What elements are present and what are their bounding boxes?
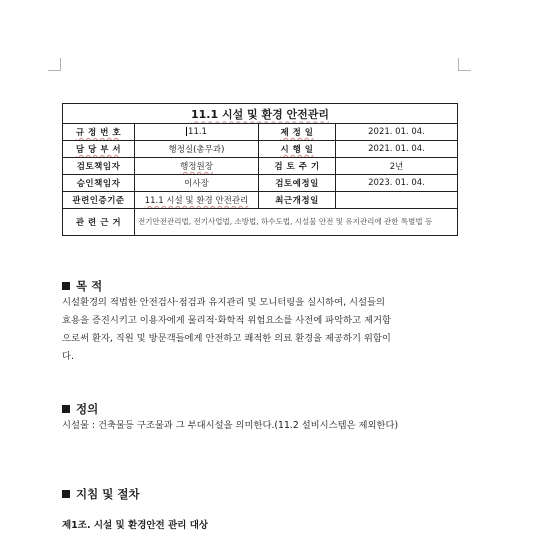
certification-standard-label: 관련인증기준 [63, 192, 135, 209]
next-review-value[interactable]: 2023. 01. 04. [336, 175, 458, 192]
table-title-row [63, 104, 458, 124]
text-cursor [186, 127, 187, 136]
legal-basis-value[interactable]: 전기안전관리법, 전기사업법, 소방법, 하수도법, 시설물 안전 및 유지관리에 관한 특별법 등 [135, 209, 458, 236]
table-row [63, 141, 458, 158]
next-review-label: 검토예정일 [259, 175, 336, 192]
table-row [63, 192, 458, 209]
regulation-info-table [62, 103, 458, 236]
square-bullet-icon [62, 490, 70, 498]
approver-value[interactable]: 이사장 [135, 175, 259, 192]
effective-date-label: 시 행 일 [259, 141, 336, 158]
regulation-number-label: 규 정 번 호 [63, 124, 135, 141]
last-revised-label: 최근개정일 [259, 192, 336, 209]
review-cycle-value[interactable]: 2년 [336, 158, 458, 175]
document-title[interactable]: 11.1 시설 및 환경 안전관리 [63, 104, 458, 124]
purpose-heading: 목 적 [62, 278, 102, 294]
effective-date-value[interactable]: 2021. 01. 04. [336, 141, 458, 158]
legal-basis-label: 관 련 근 거 [63, 209, 135, 236]
article-1-title[interactable]: 제1조. 시설 및 환경안전 관리 대상 [62, 520, 209, 531]
definition-heading: 정의 [62, 401, 98, 417]
regulation-number-value[interactable]: 11.1 [135, 124, 259, 141]
department-label: 담 당 부 서 [63, 141, 135, 158]
purpose-paragraph[interactable]: 시설환경의 적법한 안전검사·점검과 유지관리 및 모니터링을 실시하여, 시설들의 효용을 증진시키고 이용자에게 물리적·화학적 위험요소를 사전에 파악하고 제거함 으로써 환자, 직원 및 방문객들에게 안전하고 쾌적한 의료 환경을 제공하기 위함이 다. [62, 297, 391, 362]
square-bullet-icon [62, 282, 70, 290]
approver-label: 승인책임자 [63, 175, 135, 192]
page-corner-mark-right [458, 58, 471, 71]
enacted-date-value[interactable]: 2021. 01. 04. [336, 124, 458, 141]
department-value[interactable]: 행정실(총무과) [135, 141, 259, 158]
last-revised-value[interactable] [336, 192, 458, 209]
table-row [63, 175, 458, 192]
definition-paragraph[interactable]: 시설물 : 건축물등 구조물과 그 부대시설을 의미한다.(11.2 설비시스템은 제외한다) [62, 420, 399, 431]
reviewer-value[interactable]: 행정원장 [135, 158, 259, 175]
square-bullet-icon [62, 405, 70, 413]
table-row [63, 209, 458, 236]
enacted-date-label: 제 정 일 [259, 124, 336, 141]
certification-standard-value[interactable]: 11.1 시설 및 환경 안전관리 [135, 192, 259, 209]
page-corner-mark-left [48, 58, 61, 71]
table-row [63, 158, 458, 175]
review-cycle-label: 검 토 주 기 [259, 158, 336, 175]
procedure-heading: 지침 및 절차 [62, 486, 140, 502]
reviewer-label: 검토책임자 [63, 158, 135, 175]
table-row [63, 124, 458, 141]
